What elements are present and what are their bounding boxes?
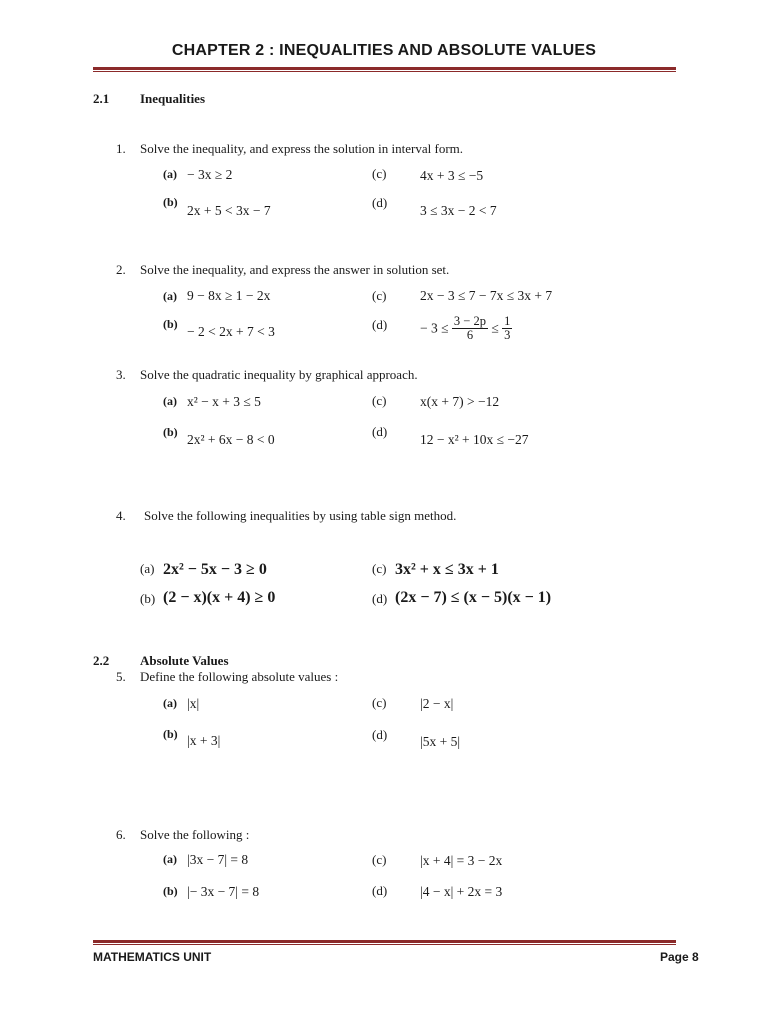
math-expression: (2x − 7) ≤ (x − 5)(x − 1) <box>395 589 552 606</box>
math-expression: |5x + 5| <box>420 734 461 749</box>
header-rule-thick <box>93 67 676 70</box>
math-expression: ≤ <box>491 320 499 336</box>
question-number: 4. <box>116 508 126 523</box>
footer-unit: MATHEMATICS UNIT <box>93 950 212 964</box>
part-label: (a) <box>163 852 177 866</box>
page-number: Page 8 <box>660 950 699 964</box>
math-expression: 4x + 3 ≤ −5 <box>420 168 484 183</box>
math-expression: 2x + 5 < 3x − 7 <box>187 203 271 218</box>
math-expression: 9 − 8x ≥ 1 − 2x <box>187 288 271 303</box>
footer-rule-thick <box>93 940 676 943</box>
part-label: (a) <box>163 167 177 181</box>
math-expression: |x + 3| <box>187 733 221 748</box>
part-label: (c) <box>372 852 387 867</box>
part-label: (a) <box>163 696 177 710</box>
math-expression: − 3 ≤ <box>420 320 449 336</box>
section-title: Inequalities <box>140 91 206 106</box>
part-label: (b) <box>163 884 178 898</box>
part-label: (c) <box>372 393 387 408</box>
part-label: (a) <box>163 289 177 303</box>
section-title: Absolute Values <box>140 653 229 668</box>
part-label: (b) <box>140 591 156 606</box>
part-label: (d) <box>372 591 388 606</box>
fraction-numerator: 1 <box>504 314 511 328</box>
question-text: Solve the inequality, and express the answer in solution set. <box>140 262 450 277</box>
math-expression: − 3x ≥ 2 <box>187 167 233 182</box>
question-number: 3. <box>116 367 126 382</box>
part-label: (d) <box>372 195 388 210</box>
math-expression: 2x² + 6x − 8 < 0 <box>187 432 275 447</box>
part-label: (d) <box>372 883 388 898</box>
page-title: CHAPTER 2 : INEQUALITIES AND ABSOLUTE VALUES <box>171 42 597 59</box>
header-rule-thin <box>93 71 676 72</box>
part-label: (b) <box>163 727 178 741</box>
question-text: Define the following absolute values : <box>140 669 339 684</box>
math-expression: (2 − x)(x + 4) ≥ 0 <box>163 589 276 606</box>
part-label: (a) <box>163 394 177 408</box>
math-expression: − 2 < 2x + 7 < 3 <box>187 324 275 339</box>
math-expression: |4 − x| + 2x = 3 <box>420 884 503 899</box>
section-number: 2.1 <box>93 91 110 106</box>
math-expression: |2 − x| <box>420 696 454 711</box>
part-label: (b) <box>163 317 178 331</box>
math-expression: |− 3x − 7| = 8 <box>187 884 260 899</box>
fraction-numerator: 3 − 2p <box>453 314 486 328</box>
math-expression: |x| <box>187 696 200 711</box>
question-text: Solve the inequality, and express the solution in interval form. <box>140 141 464 156</box>
question-text: Solve the quadratic inequality by graphical approach. <box>140 367 418 382</box>
part-label: (b) <box>163 425 178 439</box>
section-number: 2.2 <box>93 653 110 668</box>
part-label: (b) <box>163 195 178 209</box>
question-number: 6. <box>116 827 126 842</box>
math-expression: x² − x + 3 ≤ 5 <box>187 394 261 409</box>
math-expression: 12 − x² + 10x ≤ −27 <box>420 432 529 447</box>
math-expression: x(x + 7) > −12 <box>420 394 500 409</box>
question-text: Solve the following : <box>140 827 250 842</box>
math-expression: |x + 4| = 3 − 2x <box>420 853 503 868</box>
footer-rule-thin <box>93 944 676 945</box>
part-label: (c) <box>372 166 387 181</box>
math-expression: 3x² + x ≤ 3x + 1 <box>395 561 499 578</box>
part-label: (a) <box>140 561 155 576</box>
math-expression: 3 ≤ 3x − 2 < 7 <box>420 203 497 218</box>
fraction-denominator: 6 <box>466 328 474 343</box>
part-label: (d) <box>372 727 388 742</box>
question-number: 5. <box>116 669 126 684</box>
math-expression: 2x − 3 ≤ 7 − 7x ≤ 3x + 7 <box>420 288 553 303</box>
question-number: 1. <box>116 141 126 156</box>
math-fraction-expression <box>420 315 512 342</box>
part-label: (c) <box>372 695 387 710</box>
part-label: (d) <box>372 317 388 332</box>
math-expression: 2x² − 5x − 3 ≥ 0 <box>163 561 267 578</box>
question-text: Solve the following inequalities by using table sign method. <box>144 508 457 523</box>
part-label: (c) <box>372 288 387 303</box>
math-expression: |3x − 7| = 8 <box>187 852 249 867</box>
fraction-denominator: 3 <box>504 328 511 343</box>
part-label: (d) <box>372 424 388 439</box>
part-label: (c) <box>372 561 387 576</box>
fraction <box>502 315 512 342</box>
fraction <box>452 315 488 342</box>
question-number: 2. <box>116 262 126 277</box>
